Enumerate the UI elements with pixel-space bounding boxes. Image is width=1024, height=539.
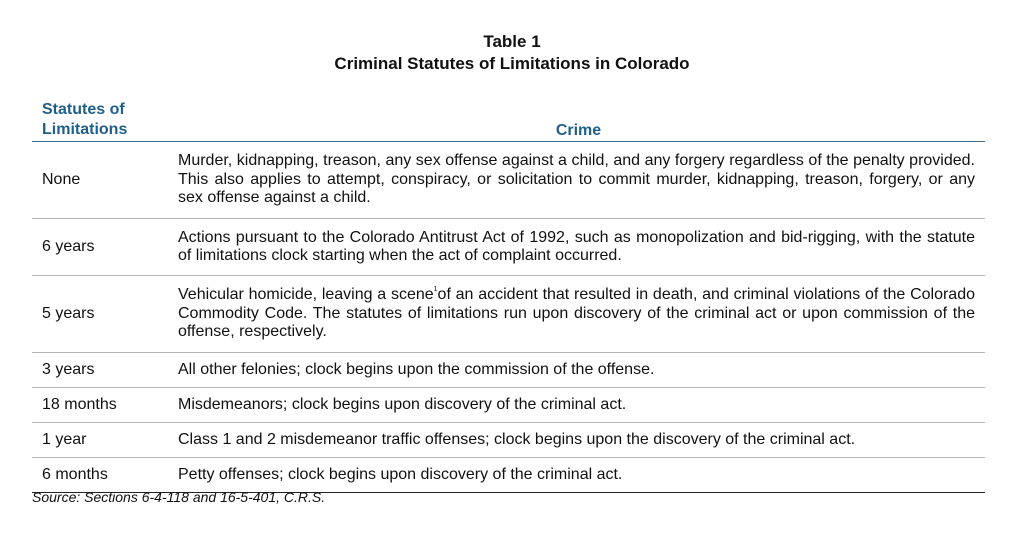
statutes-table — [32, 99, 985, 493]
crime-cell: Misdemeanors; clock begins upon discovery of the criminal act. — [178, 395, 627, 413]
crime-cell: Actions pursuant to the Colorado Antitrust Act of 1992, such as monopolization and bid-rigging, with the statute of limitations clock starting when the act of complaint occurred. — [178, 228, 975, 264]
statute-cell: 1 year — [42, 430, 87, 448]
column-header-statute: Statutes of Limitations — [42, 101, 128, 138]
statute-cell: None — [42, 170, 81, 188]
table-caption: Criminal Statutes of Limitations in Colorado — [334, 54, 690, 73]
crime-cell: Class 1 and 2 misdemeanor traffic offenses; clock begins upon the discovery of the criminal act. — [178, 430, 856, 448]
statute-cell: 3 years — [42, 360, 95, 378]
table-number: Table 1 — [483, 32, 541, 51]
statute-cell: 6 years — [42, 237, 95, 255]
column-header-crime: Crime — [555, 122, 602, 139]
crime-cell: Murder, kidnapping, treason, any sex offense against a child, and any forgery regardless of the penalty provided. This also applies to attempt, conspiracy, or solicitation to commit murder, kidnapping, treason, forgery, or any sex offense against a child. — [178, 152, 975, 207]
crime-text-part-2: of an accident that resulted in death, and criminal violations of the Colorado Commodity Code. The statutes of limitations run upon discovery of the criminal act or upon commission of the offense, respectively. — [178, 286, 975, 341]
table-row — [32, 388, 985, 423]
crime-cell: Petty offenses; clock begins upon discovery of the criminal act. — [178, 465, 623, 483]
table-row — [32, 423, 985, 458]
crime-text-part-1: Vehicular homicide, leaving a scene — [178, 286, 434, 304]
table-row — [32, 276, 985, 353]
table-title — [0, 31, 1024, 75]
table-row — [32, 219, 985, 276]
footnote-marker: 1 — [433, 286, 438, 294]
statute-cell: 5 years — [42, 304, 95, 322]
crime-cell — [178, 286, 985, 342]
table-row — [32, 353, 985, 388]
source-note: Source: Sections 6-4-118 and 16-5-401, C.R.S. — [32, 489, 326, 505]
statute-cell: 6 months — [42, 465, 108, 483]
table-header — [32, 99, 985, 142]
table-row — [32, 142, 985, 219]
statute-cell: 18 months — [42, 395, 117, 413]
crime-cell: All other felonies; clock begins upon the commission of the offense. — [178, 360, 655, 378]
